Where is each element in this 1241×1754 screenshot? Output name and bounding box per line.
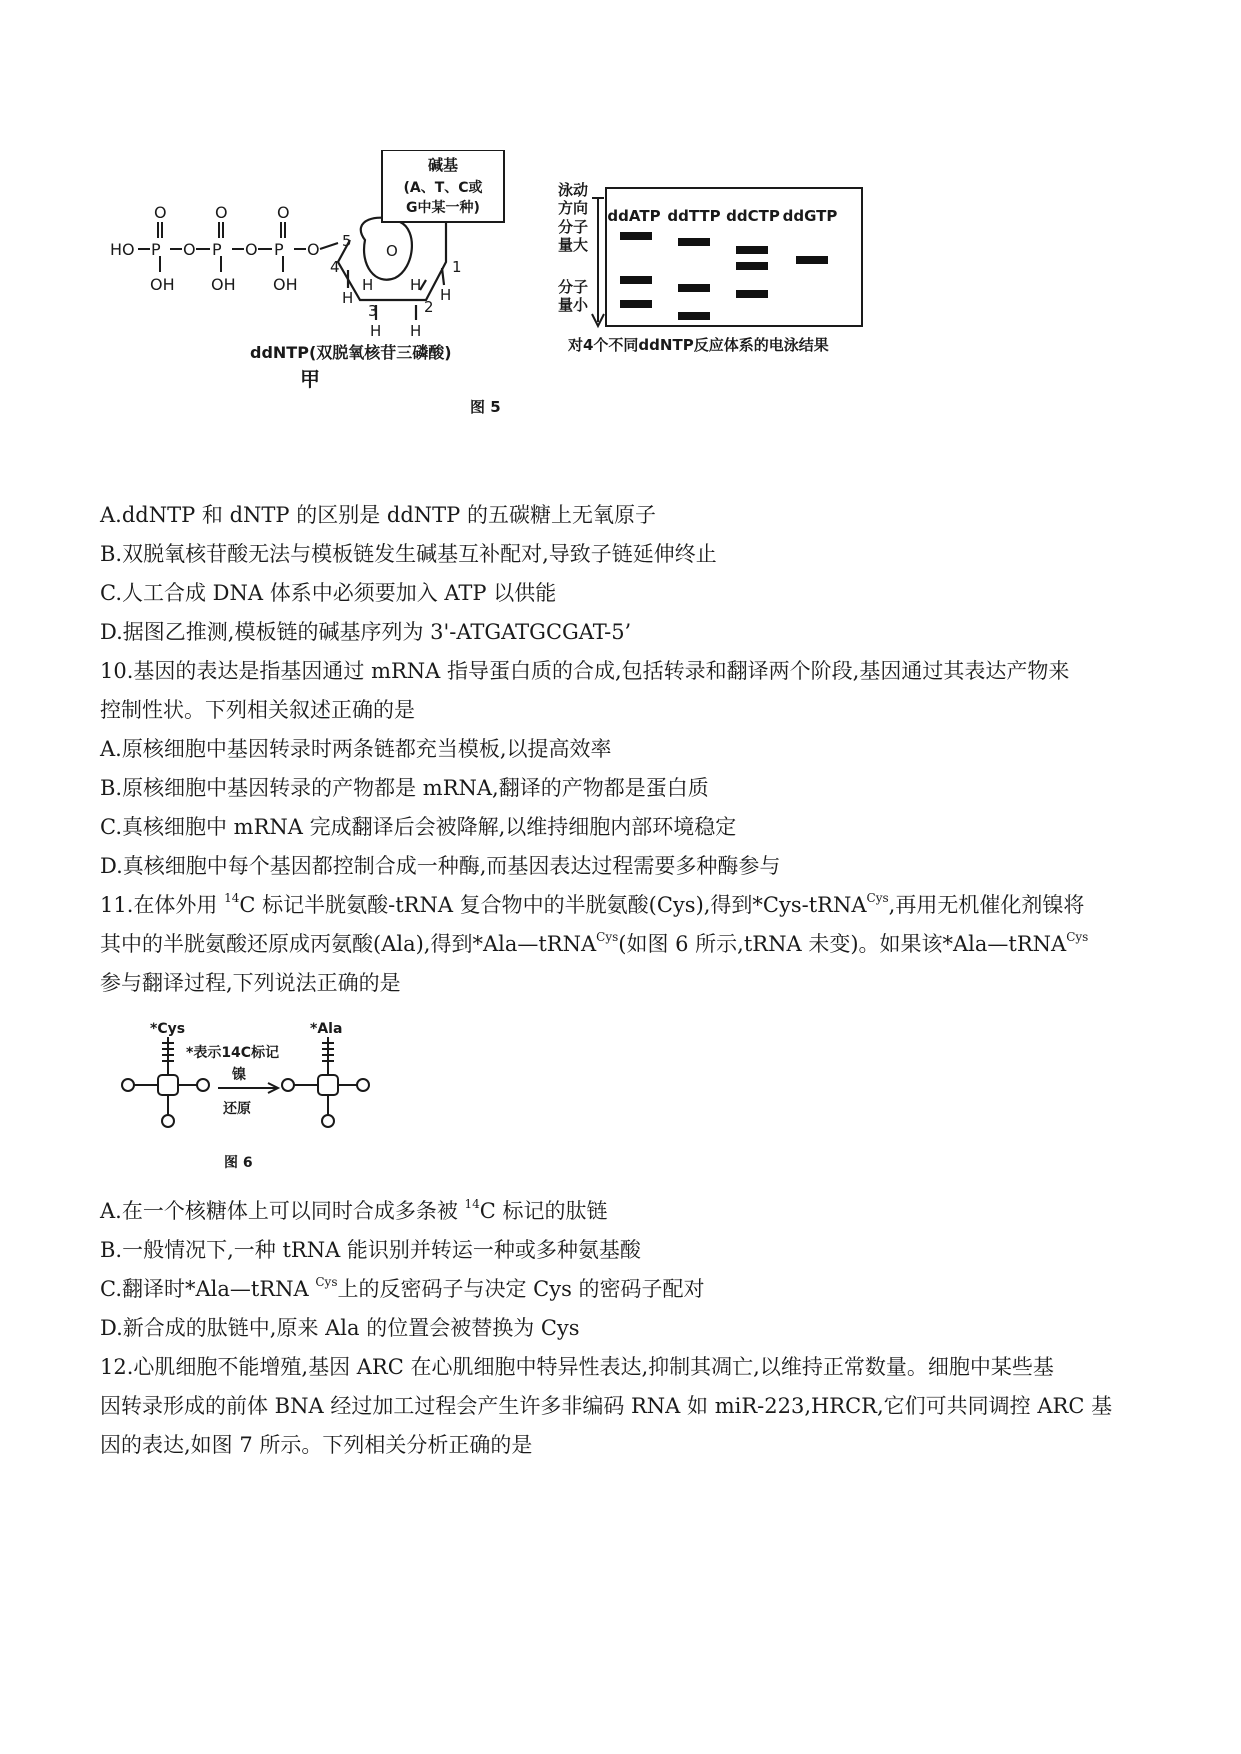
large-label-1: 分子 bbox=[558, 218, 589, 236]
carbon-5-label: 5 bbox=[342, 232, 352, 250]
reduce-label: 还原 bbox=[223, 1101, 251, 1117]
figure-6 bbox=[118, 1015, 378, 1175]
oh-label-2: OH bbox=[211, 275, 236, 294]
figure-6-svg bbox=[118, 1015, 378, 1175]
q11-option-a-part1: A.在一个核糖体上可以同时合成多条被 bbox=[100, 1199, 465, 1223]
panel-a-label: 甲 bbox=[300, 367, 320, 391]
figure-6-label: 图 6 bbox=[224, 1155, 253, 1171]
hydrogen-c4: H bbox=[342, 289, 354, 307]
bridge-oxygen-3: O bbox=[307, 240, 320, 259]
oh-label-1: OH bbox=[150, 275, 175, 294]
q11-option-b[interactable]: B.一般情况下,一种 tRNA 能识别并转运一种或多种氨基酸 bbox=[100, 1238, 641, 1262]
hydrogen-c3-up: H bbox=[362, 276, 374, 294]
q11-stem-line3: 参与翻译过程,下列说法正确的是 bbox=[100, 971, 401, 995]
q11-option-a-sup: 14 bbox=[464, 1197, 480, 1211]
band-ddgtp-1 bbox=[796, 256, 828, 264]
phosphorus-3: P bbox=[274, 240, 284, 259]
q9-option-c[interactable]: C.人工合成 DNA 体系中必须要加入 ATP 以供能 bbox=[100, 581, 557, 605]
bridge-oxygen-1: O bbox=[183, 240, 196, 259]
lane-label-ddctp: ddCTP bbox=[726, 207, 780, 225]
lane-label-ddatp: ddATP bbox=[607, 207, 661, 225]
q9-option-a[interactable]: A.ddNTP 和 dNTP 的区别是 ddNTP 的五碳糖上无氧原子 bbox=[100, 503, 656, 527]
q10-stem-line1: 10.基因的表达是指基因通过 mRNA 指导蛋白质的合成,包括转录和翻译两个阶段,基因通过其表达产物来 bbox=[100, 659, 1070, 683]
q11-stem2-a: 其中的半胱氨酸还原成丙氨酸(Ala),得到*Ala—tRNA bbox=[100, 932, 597, 956]
q10-option-b[interactable]: B.原核细胞中基因转录的产物都是 mRNA,翻译的产物都是蛋白质 bbox=[100, 776, 709, 800]
q12-stem-line2: 因转录形成的前体 BNA 经过加工过程会产生许多非编码 RNA 如 miR-223,HRCR,它们可共同调控 ARC 基 bbox=[100, 1394, 1113, 1418]
ho-label: HO bbox=[110, 240, 135, 259]
band-ddttp-2 bbox=[678, 284, 710, 292]
band-ddctp-2 bbox=[736, 262, 768, 270]
c14-note: *表示14C标记 bbox=[186, 1045, 280, 1061]
band-ddatp-1 bbox=[620, 232, 652, 240]
band-ddatp-2 bbox=[620, 276, 652, 284]
q11-option-a-part2: C 标记的肽链 bbox=[479, 1199, 608, 1223]
q11-stem-line1 bbox=[100, 886, 1145, 925]
q11-stem2-b: (如图 6 所示,tRNA 未变)。如果该*Ala—tRNA bbox=[618, 932, 1067, 956]
phosphorus-2: P bbox=[212, 240, 222, 259]
q10-stem-line2: 控制性状。下列相关叙述正确的是 bbox=[100, 698, 415, 722]
question-block-upper bbox=[100, 496, 1145, 1003]
hydrogen-c2-up: H bbox=[410, 276, 422, 294]
band-ddttp-3 bbox=[678, 312, 710, 320]
q11-stem1-a: 11.在体外用 bbox=[100, 893, 225, 917]
q11-option-a[interactable] bbox=[100, 1192, 1145, 1231]
q9-option-b[interactable]: B.双脱氧核苷酸无法与模板链发生碱基互补配对,导致子链延伸终止 bbox=[100, 542, 717, 566]
trna-right-icon bbox=[282, 1037, 369, 1127]
carbon-1-label: 1 bbox=[452, 258, 462, 276]
q10-option-a[interactable]: A.原核细胞中基因转录时两条链都充当模板,以提高效率 bbox=[100, 737, 612, 761]
carbon-3-label: 3 bbox=[368, 302, 378, 320]
q11-stem1-c: ,再用无机催化剂镍将 bbox=[888, 893, 1085, 917]
small-label-2: 量小 bbox=[558, 296, 589, 314]
gel-panel bbox=[558, 181, 862, 354]
q11-sup-cys-3: Cys bbox=[1066, 930, 1089, 944]
phosphorus-1: P bbox=[151, 240, 161, 259]
oxygen-double-1: O bbox=[154, 203, 167, 222]
q12-stem-line1: 12.心肌细胞不能增殖,基因 ARC 在心肌细胞中特异性表达,抑制其凋亡,以维持正常数量。细胞中某些基 bbox=[100, 1355, 1054, 1379]
figure-5-label: 图 5 bbox=[470, 398, 501, 416]
lane-label-ddttp: ddTTP bbox=[667, 207, 721, 225]
gel-caption: 对4个不同ddNTP反应体系的电泳结果 bbox=[568, 336, 829, 354]
q11-option-d[interactable]: D.新合成的肽链中,原来 Ala 的位置会被替换为 Cys bbox=[100, 1316, 580, 1340]
large-label-2: 量大 bbox=[558, 236, 589, 254]
base-box-line2: G中某一种) bbox=[406, 200, 480, 216]
q10-option-c[interactable]: C.真核细胞中 mRNA 完成翻译后会被降解,以维持细胞内部环境稳定 bbox=[100, 815, 737, 839]
hydrogen-c1: H bbox=[440, 286, 452, 304]
q11-stem1-b: C 标记半胱氨酸-tRNA 复合物中的半胱氨酸(Cys),得到*Cys-tRNA bbox=[239, 893, 867, 917]
q12-stem-line3: 因的表达,如图 7 所示。下列相关分析正确的是 bbox=[100, 1433, 533, 1457]
question-block-lower bbox=[100, 1192, 1145, 1465]
lane-label-ddgtp: ddGTP bbox=[782, 207, 838, 225]
hydrogen-c3-down: H bbox=[370, 322, 382, 340]
base-box-line1: (A、T、C或 bbox=[403, 180, 483, 196]
hydrogen-c2-down: H bbox=[410, 322, 422, 340]
q9-option-d[interactable]: D.据图乙推测,模板链的碱基序列为 3'-ATGATGCGAT-5’ bbox=[100, 620, 632, 644]
carbon-4-label: 4 bbox=[330, 258, 340, 276]
base-box-title: 碱基 bbox=[427, 156, 459, 174]
ring-oxygen: O bbox=[386, 242, 398, 260]
q11-sup-cys-2: Cys bbox=[596, 930, 619, 944]
ala-label: *Ala bbox=[310, 1021, 343, 1037]
q10-option-d[interactable]: D.真核细胞中每个基因都控制合成一种酶,而基因表达过程需要多种酶参与 bbox=[100, 854, 781, 878]
q11-sup-cys-1: Cys bbox=[866, 891, 889, 905]
base-box bbox=[382, 150, 504, 222]
direction-label-2: 方向 bbox=[558, 199, 589, 217]
q11-option-c-part2: 上的反密码子与决定 Cys 的密码子配对 bbox=[337, 1277, 705, 1301]
q11-stem-line2 bbox=[100, 925, 1145, 964]
phosphate-chain bbox=[110, 203, 338, 294]
band-ddttp-1 bbox=[678, 238, 710, 246]
band-ddctp-3 bbox=[736, 290, 768, 298]
oxygen-double-3: O bbox=[277, 203, 290, 222]
oh-label-3: OH bbox=[273, 275, 298, 294]
figure-5 bbox=[110, 150, 970, 460]
q11-option-c[interactable] bbox=[100, 1270, 1145, 1309]
carbon-2-label: 2 bbox=[424, 298, 434, 316]
q11-sup-14: 14 bbox=[224, 891, 240, 905]
direction-label-1: 泳动 bbox=[558, 181, 589, 199]
q11-option-c-sup: Cys bbox=[315, 1275, 338, 1289]
band-ddctp-1 bbox=[736, 246, 768, 254]
cys-label: *Cys bbox=[150, 1021, 186, 1037]
bridge-oxygen-2: O bbox=[245, 240, 258, 259]
small-label-1: 分子 bbox=[558, 278, 589, 296]
ddntp-caption: ddNTP(双脱氧核苷三磷酸) bbox=[250, 343, 452, 362]
band-ddatp-3 bbox=[620, 300, 652, 308]
figure-5-svg bbox=[110, 150, 970, 460]
nickel-label: 镍 bbox=[232, 1067, 246, 1083]
oxygen-double-2: O bbox=[215, 203, 228, 222]
q11-option-c-part1: C.翻译时*Ala—tRNA bbox=[100, 1277, 316, 1301]
